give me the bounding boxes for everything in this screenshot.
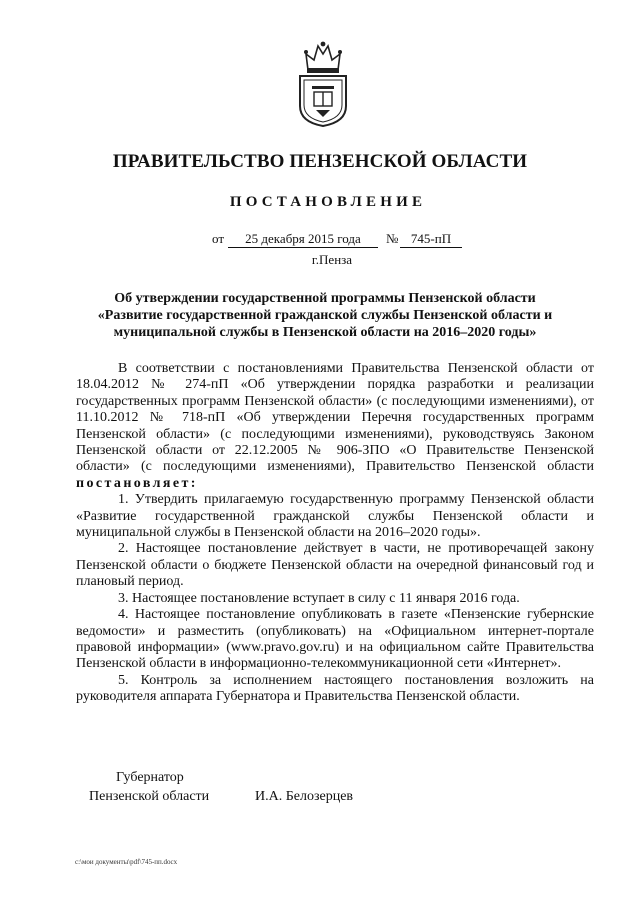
signature-position-region: Пензенской области [89,789,210,804]
list-item: 1. Утвердить прилагаемую государственную программу Пензенской области «Развитие государственной гражданской службы Пензенской области и муниципальной службы в Пензенской области на 2016–2020 годы». [76,492,594,541]
list-item: 2. Настоящее постановление действует в части, не противоречащей закону Пензенской области о бюджете Пензенской области на очередной финансовый год и плановый период. [76,541,594,590]
list-item: 3. Настоящее постановление вступает в силу с 11 января 2016 года. [118,590,520,606]
document-title [80,290,570,341]
document-date: 25 декабря 2015 года [228,231,378,248]
list-item: 4. Настоящее постановление опубликовать в газете «Пензенские губернские ведомости» и разместить (опубликовать) на «Официальном интернет-портале правовой информации» (www.pravo.gov.ru) и на официальном сайте Правительства Пензенской области в информационно-телекоммуникационной сети «Интернет». [76,607,594,672]
resolves-word: постановляет: [76,475,198,491]
date-prefix: от [212,231,225,246]
document-number: 745-пП [400,231,462,248]
signature-name: И.А. Белозерцев [255,789,354,804]
government-title: ПРАВИТЕЛЬСТВО ПЕНЗЕНСКОЙ ОБЛАСТИ [112,151,528,172]
title-line: Об утверждении государственной программы Пензенской области [114,291,536,306]
coat-of-arms-icon [296,40,350,128]
title-line: муниципальной службы в Пензенской области на 2016–2020 годы» [113,325,537,340]
list-item: 5. Контроль за исполнением настоящего постановления возложить на руководителя аппарата Губернатора и Правительства Пензенской области. [76,672,594,705]
title-line: «Развитие государственной гражданской службы Пензенской области и [97,308,553,323]
city: г.Пенза [311,252,353,267]
number-prefix: № [386,231,399,246]
preamble-paragraph [76,361,594,492]
document-body [76,361,594,706]
file-path: c:\мои документы\pdf\745-пп.docx [75,858,178,866]
signature-position: Губернатор [116,770,184,785]
document-type: ПОСТАНОВЛЕНИЕ [229,194,427,210]
preamble-text: В соответствии с постановлениями Правительства Пензенской области от 18.04.2012 № 274-пП «Об утверждении порядка разработки и реализации государственных программ Пензенской области» (с последующими изменениями), от 11.10.2012 № 718-пП «Об утверждении Перечня государственных программ Пензенской области» (с последующими изменениями), руководствуясь Законом Пензенской области от 22.12.2005 № 906-ЗПО «О Правительстве Пензенской области» (с последующими изменениями), Правительство Пензенской области [76,361,594,475]
